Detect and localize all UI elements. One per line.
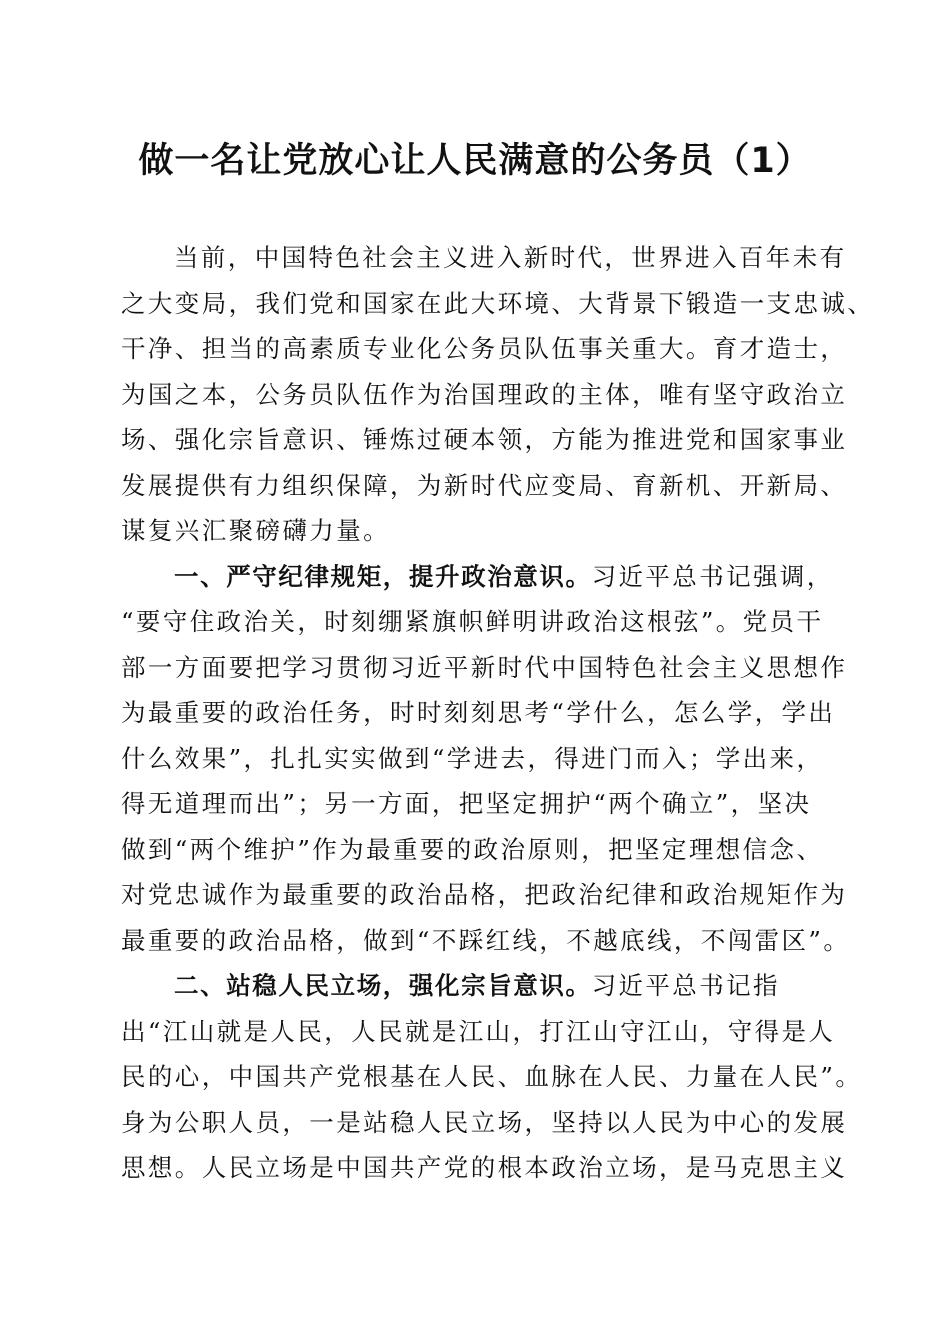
- paragraph-line: 民的心，中国共产党根基在人民、血脉在人民、力量在人民”。: [121, 1062, 863, 1091]
- section-heading-1: 一、严守纪律规矩，提升政治意识。: [174, 561, 592, 591]
- paragraph-line: 发展提供有力组织保障，为新时代应变局、育新机、开新局、: [121, 470, 848, 500]
- paragraph-line: 做到“两个维护”作为最重要的政治原则，把坚定理想信念、: [121, 834, 824, 864]
- paragraph-line: 最重要的政治品格，做到“不踩红线，不越底线，不闯雷区”。: [121, 925, 851, 955]
- paragraph-line: 身为公职人员，一是站稳人民立场，坚持以人民为中心的发展: [121, 1107, 848, 1137]
- document-body: [121, 235, 875, 1191]
- paragraph-line: 出“江山就是人民，人民就是江山，打江山守江山，守得是人: [121, 1016, 836, 1046]
- paragraph-line: [121, 963, 831, 1009]
- paragraph-line: 得无道理而出”；另一方面，把坚定拥护“两个确立”，坚决: [121, 789, 812, 818]
- paragraph-line: 思想。人民立场是中国共产党的根本政治立场，是马克思主义: [121, 1153, 848, 1182]
- section-heading-2: 二、站稳人民立场，强化宗旨意识。: [174, 971, 592, 1000]
- paragraph-line: 对党忠诚作为最重要的政治品格，把政治纪律和政治规矩作为: [121, 880, 848, 909]
- paragraph-line: 之大变局，我们党和国家在此大环境、大背景下锻造一支忠诚、: [121, 288, 875, 318]
- paragraph-line: 谋复兴汇聚磅礴力量。: [121, 516, 390, 545]
- paragraph-line: 干净、担当的高素质专业化公务员队伍事关重大。育才造士，: [121, 334, 848, 363]
- paragraph-line: 场、强化宗旨意识、锤炼过硬本领，方能为推进党和国家事业: [121, 425, 848, 454]
- paragraph-line: [121, 554, 834, 600]
- paragraph-line: 为最重要的政治任务，时时刻刻思考“学什么，怎么学，学出: [121, 698, 836, 727]
- paragraph-line: 部一方面要把学习贯彻习近平新时代中国特色社会主义思想作: [121, 652, 848, 682]
- paragraph-line: 什么效果”，扎扎实实做到“学进去，得进门而入；学出来，: [121, 743, 824, 773]
- paragraph-text: 习近平总书记指: [591, 971, 780, 1000]
- paragraph-line: “要守住政治关，时刻绷紧旗帜鲜明讲政治这根弦”。党员干: [121, 607, 824, 636]
- paragraph-text: 习近平总书记强调，: [591, 561, 834, 591]
- paragraph-line: 为国之本，公务员队伍作为治国理政的主体，唯有坚守政治立: [121, 379, 848, 409]
- paragraph-line: 当前，中国特色社会主义进入新时代，世界进入百年未有: [174, 243, 847, 272]
- document-title: 做一名让党放心让人民满意的公务员（1）: [138, 141, 812, 181]
